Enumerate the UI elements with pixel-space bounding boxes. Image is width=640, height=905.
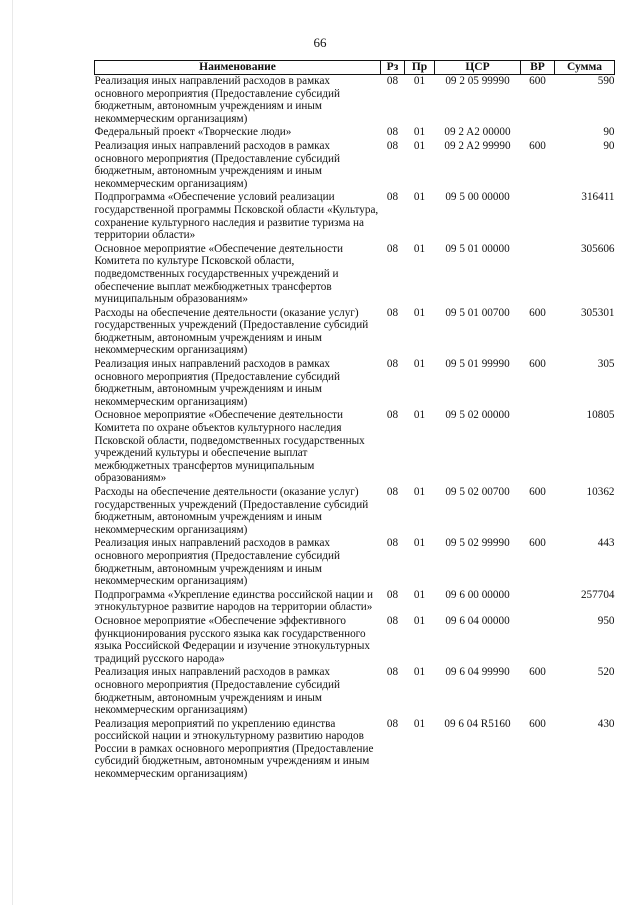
row-pr: 01 bbox=[413, 126, 426, 139]
row-sum: 950 bbox=[597, 614, 615, 627]
row-csr: 09 6 04 00000 bbox=[445, 614, 510, 627]
row-csr: 09 6 04 R5160 bbox=[444, 717, 511, 730]
row-name: Реализация иных направлений расходов в рамках основного мероприятия (Предоставление субсидий бюджетным, автономным учреждениям и иным некоммерческим организациям) bbox=[94, 358, 340, 408]
row-rz: 08 bbox=[386, 614, 399, 627]
row-rz: 08 bbox=[386, 242, 399, 255]
row-sum: 10805 bbox=[586, 409, 615, 422]
row-pr: 01 bbox=[413, 717, 426, 730]
row-rz: 08 bbox=[386, 139, 399, 152]
row-pr: 01 bbox=[413, 537, 426, 550]
row-sum: 90 bbox=[603, 126, 615, 139]
row-vr bbox=[521, 615, 555, 666]
table-header bbox=[95, 61, 615, 75]
row-name: Реализация мероприятий по укреплению единства российской нации и этнокультурному развитию народов России в рамках основного мероприятия (Предоставление субсидий бюджетным, автономным учреждениям и иным некоммерческим организациям) bbox=[94, 717, 374, 781]
scan-edge-line bbox=[12, 0, 13, 905]
row-name: Реализация иных направлений расходов в рамках основного мероприятия (Предоставление субсидий бюджетным, автономным учреждениям и иным некоммерческим организациям) bbox=[94, 666, 340, 717]
table-row bbox=[95, 140, 615, 191]
table-row bbox=[95, 243, 615, 307]
row-vr bbox=[521, 191, 555, 242]
row-vr bbox=[521, 243, 555, 307]
row-name: Основное мероприятие «Обеспечение деятельности Комитета по культуре Псковской области, подведомственных государственных учреждений и обеспечение выплат межбюджетных трансфертов муниципальным образованиям» bbox=[94, 242, 343, 306]
row-name: Реализация иных направлений расходов в рамках основного мероприятия (Предоставление субсидий бюджетным, автономным учреждениям и иным некоммерческим организациям) bbox=[94, 537, 340, 588]
row-csr: 09 2 05 99990 bbox=[445, 75, 510, 87]
row-pr: 01 bbox=[413, 306, 426, 319]
row-vr: 600 bbox=[529, 486, 546, 498]
row-vr bbox=[521, 409, 555, 486]
row-pr: 01 bbox=[413, 666, 426, 679]
table-row bbox=[95, 666, 615, 717]
row-csr: 09 6 04 99990 bbox=[445, 666, 510, 679]
row-name: Реализация иных направлений расходов в рамках основного мероприятия (Предоставление субсидий бюджетным, автономным учреждениям и иным некоммерческим организациям) bbox=[94, 75, 340, 125]
row-sum: 90 bbox=[603, 139, 615, 152]
row-rz: 08 bbox=[386, 537, 399, 550]
row-csr: 09 5 02 00700 bbox=[445, 486, 510, 498]
row-sum: 305 bbox=[597, 358, 615, 371]
row-pr: 01 bbox=[413, 486, 426, 498]
row-vr: 600 bbox=[529, 306, 546, 319]
row-rz: 08 bbox=[386, 666, 399, 679]
row-vr: 600 bbox=[529, 75, 546, 87]
row-vr: 600 bbox=[529, 717, 546, 730]
table-body bbox=[95, 75, 615, 782]
row-csr: 09 6 00 00000 bbox=[445, 588, 510, 601]
row-rz: 08 bbox=[386, 191, 399, 204]
header-rz: Рз bbox=[381, 61, 405, 75]
row-name: Основное мероприятие «Обеспечение эффективного функционирования русского языка как государственного языка Российской Федерации и изучение этнокультурных традиций русского народа» bbox=[94, 614, 370, 665]
header-vr: ВР bbox=[521, 61, 555, 75]
row-sum: 305301 bbox=[580, 306, 615, 319]
row-pr: 01 bbox=[413, 588, 426, 601]
row-rz: 08 bbox=[386, 306, 399, 319]
row-sum: 430 bbox=[597, 717, 615, 730]
row-pr: 01 bbox=[413, 139, 426, 152]
row-sum: 10362 bbox=[586, 486, 615, 498]
table-row bbox=[95, 307, 615, 358]
table-row bbox=[95, 409, 615, 486]
row-vr: 600 bbox=[529, 139, 546, 152]
budget-table bbox=[94, 60, 615, 782]
row-name: Федеральный проект «Творческие люди» bbox=[94, 126, 292, 139]
table-row bbox=[95, 615, 615, 666]
header-csr: ЦСР bbox=[435, 61, 521, 75]
row-rz: 08 bbox=[386, 486, 399, 498]
row-name: Реализация иных направлений расходов в рамках основного мероприятия (Предоставление субсидий бюджетным, автономным учреждениям и иным некоммерческим организациям) bbox=[94, 139, 340, 190]
row-pr: 01 bbox=[413, 614, 426, 627]
row-rz: 08 bbox=[386, 588, 399, 601]
row-rz: 08 bbox=[386, 126, 399, 139]
table-row bbox=[95, 358, 615, 409]
row-pr: 01 bbox=[413, 242, 426, 255]
row-rz: 08 bbox=[386, 409, 399, 422]
row-name: Подпрограмма «Обеспечение условий реализации государственной программы Псковской области «Культура, сохранение культурного наследия и развитие туризма на территории области» bbox=[94, 191, 379, 242]
row-name: Расходы на обеспечение деятельности (оказание услуг) государственных учреждений (Предоставление субсидий бюджетным, автономным учреждениям и иным некоммерческим организациям) bbox=[94, 306, 369, 357]
header-sum: Сумма bbox=[555, 61, 615, 75]
row-csr: 09 5 02 99990 bbox=[445, 537, 510, 550]
table-row bbox=[95, 126, 615, 140]
table-header-row bbox=[95, 61, 615, 75]
row-vr bbox=[521, 589, 555, 615]
row-vr: 600 bbox=[529, 537, 546, 550]
row-sum: 257704 bbox=[580, 588, 615, 601]
table-row bbox=[95, 191, 615, 242]
row-csr: 09 5 00 00000 bbox=[445, 191, 510, 204]
table-row bbox=[95, 486, 615, 537]
row-csr: 09 2 A2 00000 bbox=[444, 126, 511, 139]
row-pr: 01 bbox=[413, 409, 426, 422]
row-pr: 01 bbox=[413, 75, 426, 87]
header-pr: Пр bbox=[405, 61, 435, 75]
row-rz: 08 bbox=[386, 717, 399, 730]
row-rz: 08 bbox=[386, 358, 399, 371]
row-sum: 590 bbox=[597, 75, 615, 87]
row-sum: 443 bbox=[597, 537, 615, 550]
row-rz: 08 bbox=[386, 75, 399, 87]
row-csr: 09 5 01 99990 bbox=[445, 358, 510, 371]
row-csr: 09 5 02 00000 bbox=[445, 409, 510, 422]
row-csr: 09 5 01 00000 bbox=[445, 242, 510, 255]
row-sum: 305606 bbox=[580, 242, 615, 255]
page-number: 66 bbox=[313, 35, 327, 50]
row-sum: 316411 bbox=[581, 191, 615, 204]
row-csr: 09 2 A2 99990 bbox=[444, 139, 511, 152]
row-sum: 520 bbox=[597, 666, 615, 679]
header-name: Наименование bbox=[95, 61, 381, 75]
row-vr bbox=[521, 126, 555, 140]
row-csr: 09 5 01 00700 bbox=[445, 306, 510, 319]
row-pr: 01 bbox=[413, 358, 426, 371]
row-name: Основное мероприятие «Обеспечение деятельности Комитета по охране объектов культурного наследия Псковской области, подведомственных государственных учреждений культуры и обеспечение выплат межбюджетных трансфертов муниципальным образованиям» bbox=[94, 409, 365, 485]
row-name: Расходы на обеспечение деятельности (оказание услуг) государственных учреждений (Предоставление субсидий бюджетным, автономным учреждениям и иным некоммерческим организациям) bbox=[94, 486, 369, 536]
table-row bbox=[95, 537, 615, 588]
row-name: Подпрограмма «Укрепление единства российской нации и этнокультурное развитие народов на территории области» bbox=[94, 588, 374, 614]
row-vr: 600 bbox=[529, 358, 546, 371]
table-row bbox=[95, 718, 615, 782]
row-pr: 01 bbox=[413, 191, 426, 204]
table-row bbox=[95, 589, 615, 615]
table-row bbox=[95, 75, 615, 127]
row-vr: 600 bbox=[529, 666, 546, 679]
